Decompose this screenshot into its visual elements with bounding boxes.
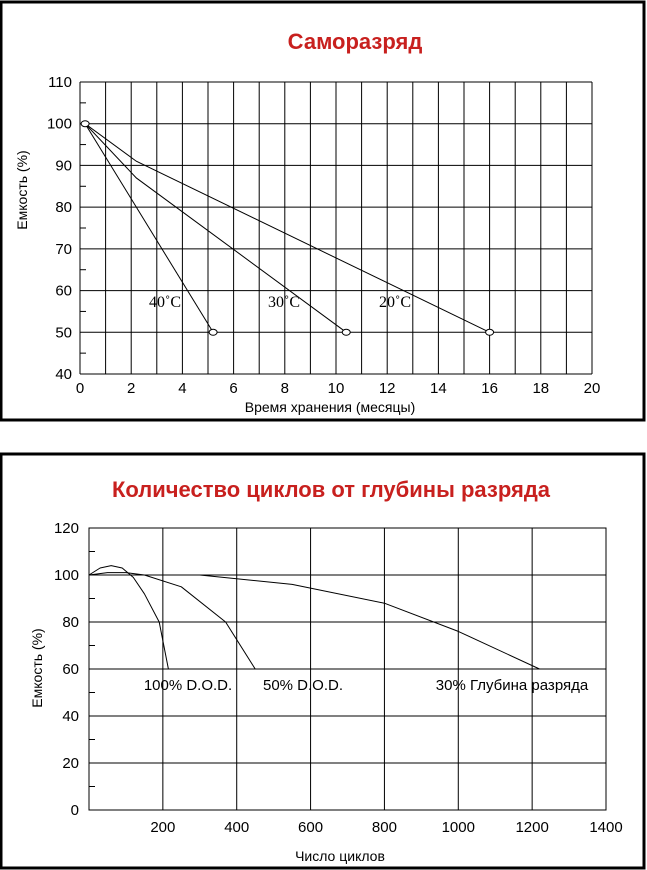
- chart-1-x-tick-label: 14: [430, 380, 447, 397]
- panel-2-border: [1, 454, 644, 868]
- chart-2-x-tick-label: 1200: [515, 819, 549, 836]
- chart-1-series-end-marker: [342, 329, 350, 335]
- chart-1-y-tick-label: 90: [55, 157, 72, 175]
- chart-2-y-axis-label: Емкость (%): [29, 628, 45, 708]
- chart-1-series-start-marker: [81, 121, 89, 127]
- chart-1-series-end-marker: [486, 329, 494, 335]
- chart-1-y-tick-label: 70: [55, 240, 72, 258]
- chart-1-series-label-30: 30˚C: [268, 294, 300, 311]
- chart-2-y-tick-label: 120: [53, 520, 79, 537]
- chart-2-x-tick-label: 600: [298, 819, 324, 836]
- chart-1-x-tick-label: 0: [75, 380, 85, 397]
- chart-1-grid: [80, 82, 592, 374]
- chart-1-x-tick-label: 8: [280, 380, 289, 397]
- chart-2-y-tick-label: 60: [62, 661, 79, 678]
- chart-2-series-line-0: [89, 566, 168, 669]
- chart-1-x-tick-label: 18: [532, 380, 550, 397]
- chart-1-x-tick-label: 2: [127, 380, 136, 397]
- chart-2-series-label-30: 30% Глубина разряда: [435, 677, 589, 694]
- chart-1-tick-labels: [47, 74, 600, 397]
- chart-1-x-tick-label: 6: [229, 380, 238, 397]
- chart-2-grid: [89, 528, 606, 810]
- chart-1-x-tick-label: 20: [583, 380, 601, 397]
- chart-1-x-tick-label: 16: [481, 380, 498, 397]
- chart-2-y-tick-label: 20: [62, 755, 79, 772]
- chart-1-y-tick-label: 100: [46, 115, 72, 133]
- chart-1-y-tick-label: 110: [48, 74, 72, 91]
- chart-2-y-tick-label: 40: [62, 708, 79, 725]
- chart-2-x-tick-label: 1000: [441, 819, 475, 836]
- chart-1-y-tick-label: 50: [55, 324, 72, 342]
- chart-2-x-tick-label: 200: [150, 819, 176, 836]
- chart-2-y-tick-label: 100: [53, 567, 79, 584]
- chart-1-title: Саморазряд: [287, 29, 423, 54]
- chart-2-y-tick-label: 0: [70, 802, 79, 819]
- chart-1-y-tick-label: 80: [55, 199, 72, 217]
- chart-1-y-tick-label: 60: [55, 282, 72, 300]
- chart-2-x-axis-label: Число циклов: [295, 848, 385, 864]
- chart-1-series-end-marker: [209, 329, 217, 335]
- chart-2-series-label-100: 100% D.O.D.: [143, 677, 233, 694]
- chart-1-y-tick-label: 40: [55, 366, 72, 383]
- chart-1-x-tick-label: 12: [378, 380, 396, 397]
- panel-1-border: [1, 2, 644, 420]
- chart-1-series-line-1: [85, 124, 346, 333]
- chart-1-x-tick-label: 4: [178, 380, 187, 397]
- chart-1-series-label-40: 40˚C: [149, 294, 181, 311]
- chart-1-y-axis-label: Емкость (%): [14, 150, 30, 230]
- chart-2-series-label-50: 50% D.O.D.: [262, 677, 344, 694]
- chart-2-series: [89, 566, 540, 669]
- chart-1-series-label-20: 20˚C: [379, 294, 411, 311]
- chart-1-x-tick-label: 10: [327, 380, 345, 397]
- chart-2-title: Количество циклов от глубины разряда: [111, 477, 551, 502]
- chart-2-series-line-1: [89, 573, 255, 669]
- chart-2-x-tick-label: 800: [371, 819, 397, 836]
- chart-2-y-tick-label: 80: [62, 614, 79, 631]
- chart-1-x-axis-label: Время хранения (месяцы): [244, 399, 416, 415]
- chart-2-x-tick-label: 1400: [589, 819, 623, 836]
- chart-2-x-tick-label: 400: [224, 819, 250, 836]
